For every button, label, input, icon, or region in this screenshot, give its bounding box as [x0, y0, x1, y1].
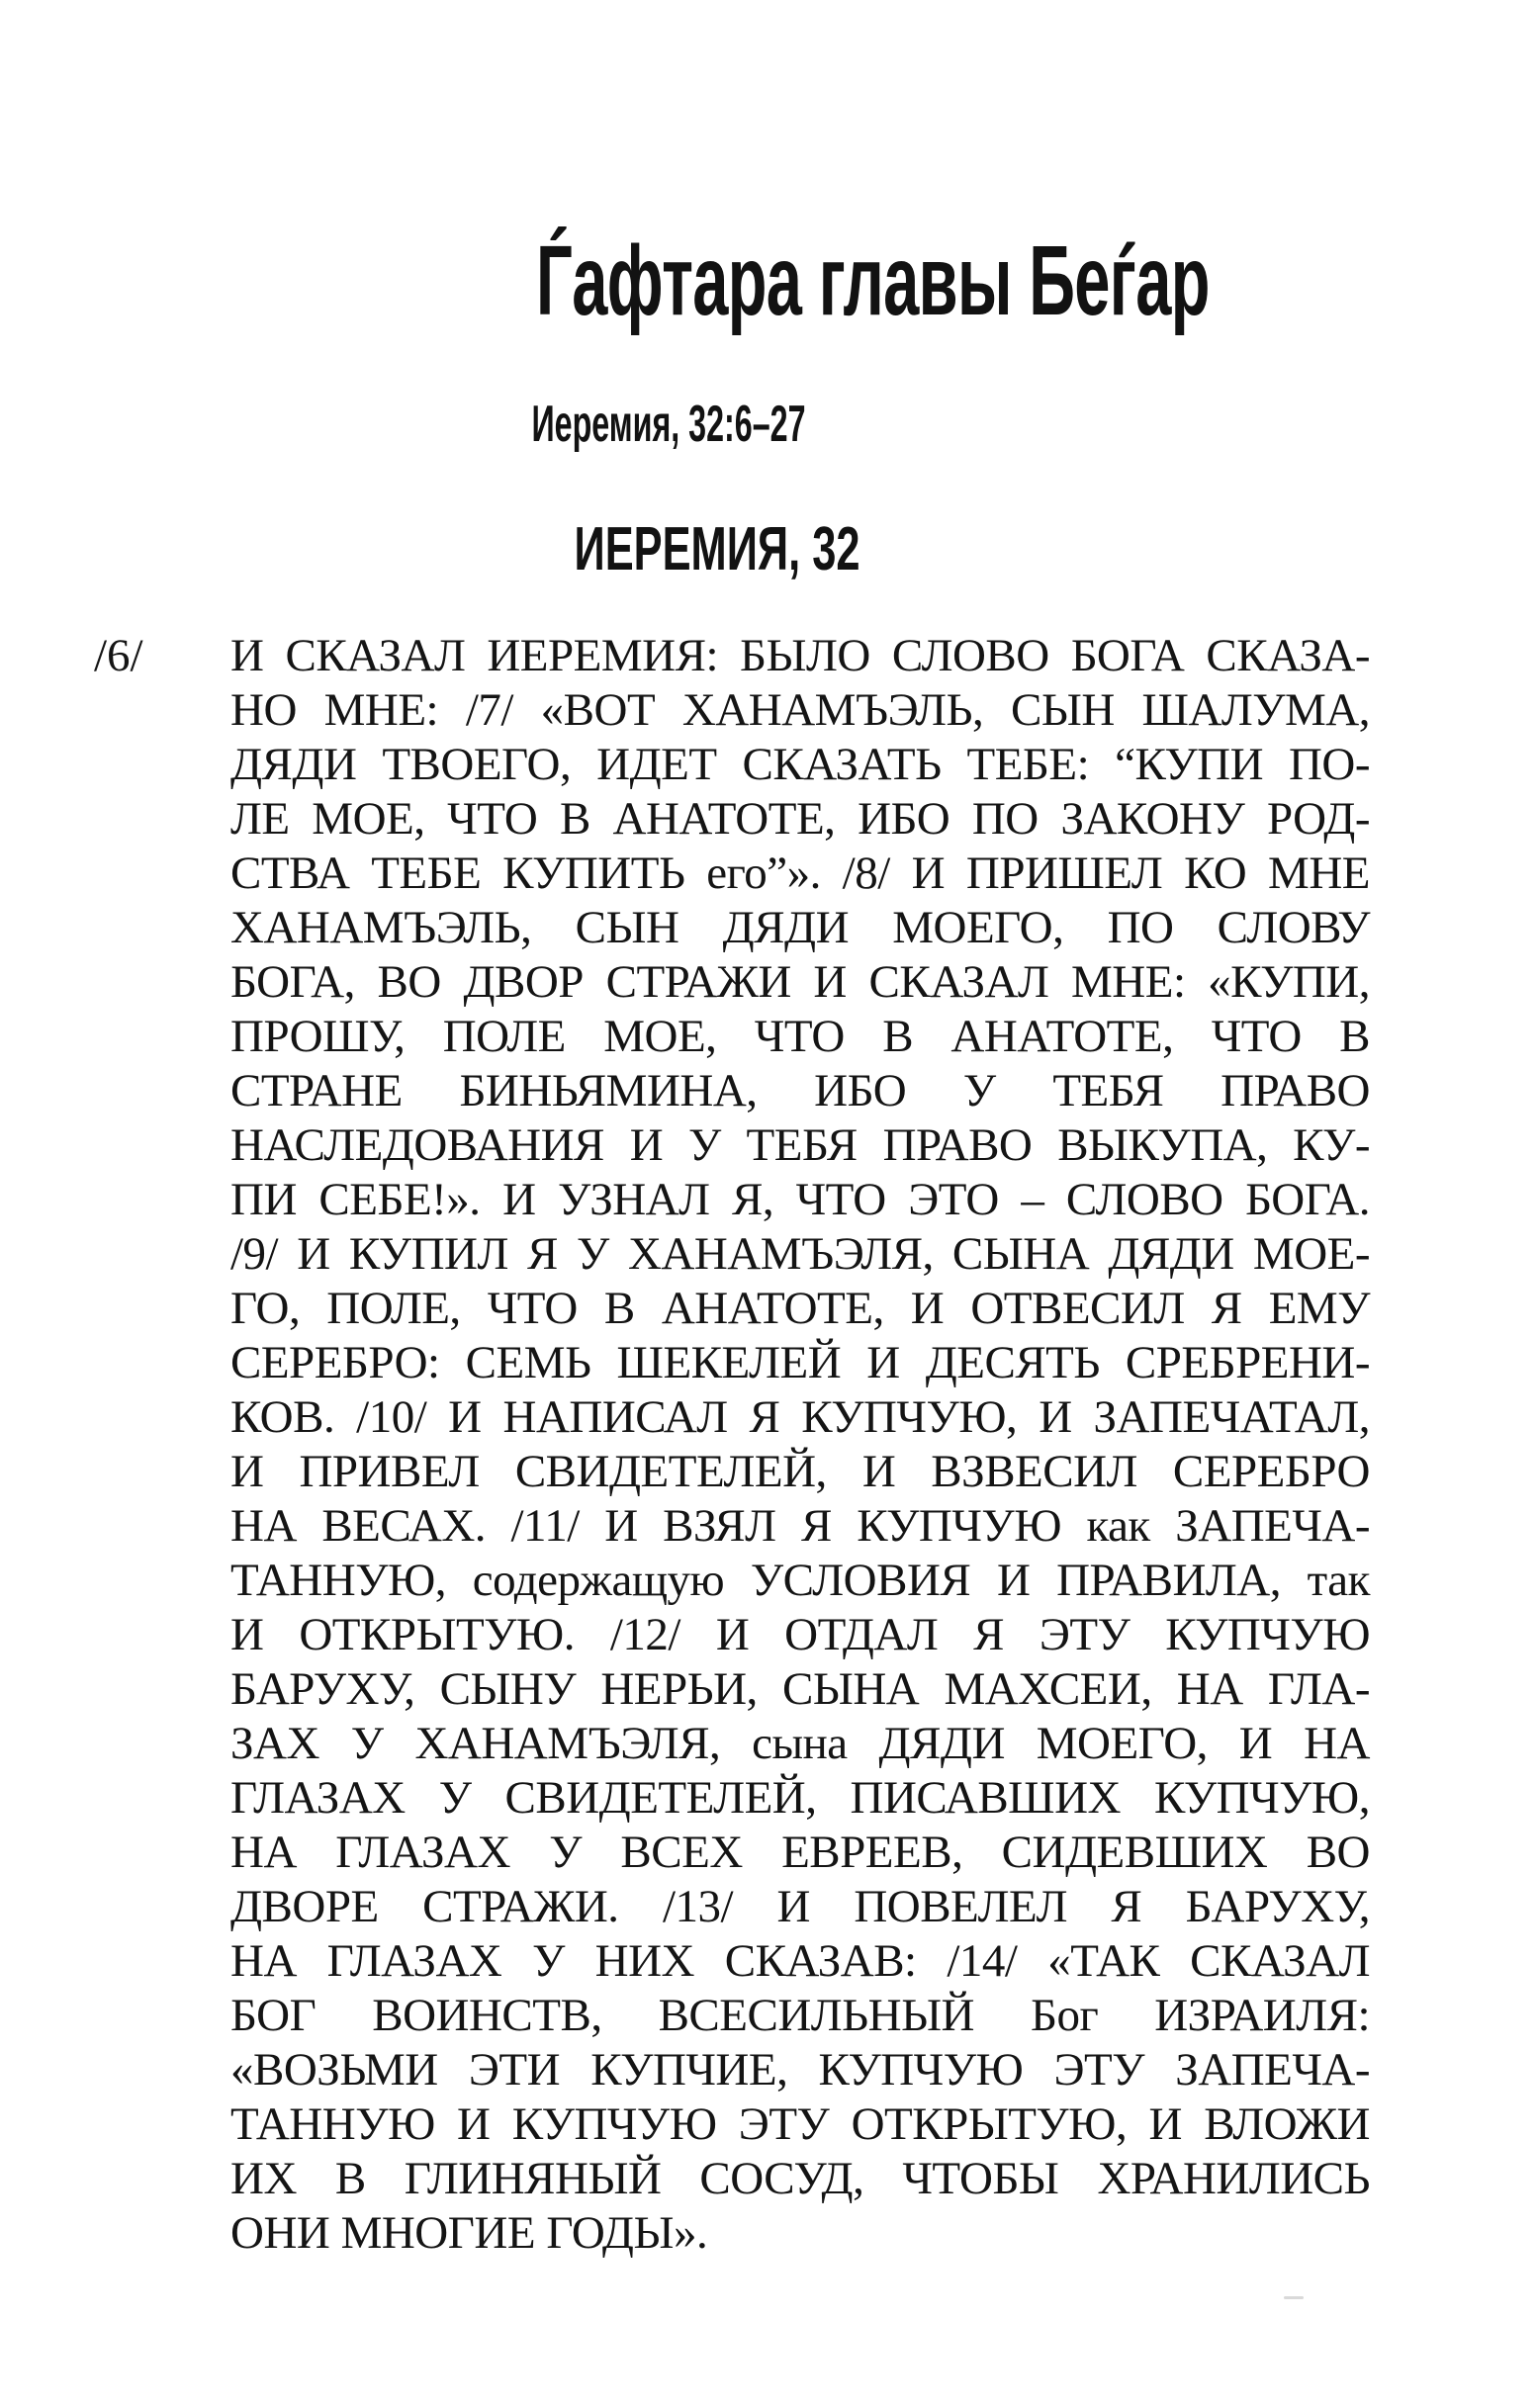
body-line: СТРАНЕ БИНЬЯМИНА, ИБО У ТЕБЯ ПРАВО — [230, 1065, 1370, 1116]
body-line: ОНИ МНОГИЕ ГОДЫ». — [230, 2207, 708, 2259]
body-line: НА ВЕСАХ. /11/ И ВЗЯЛ Я КУПЧУЮ как ЗАПЕЧА- — [230, 1500, 1370, 1552]
body-line: БОГА, ВО ДВОР СТРАЖИ И СКАЗАЛ МНЕ: «КУПИ, — [230, 956, 1370, 1008]
body-line: ТАННУЮ И КУПЧУЮ ЭТУ ОТКРЫТУЮ, И ВЛОЖИ — [230, 2098, 1370, 2150]
body-line: СЕРЕБРО: СЕМЬ ШЕКЕЛЕЙ И ДЕСЯТЬ СРЕБРЕНИ- — [230, 1337, 1370, 1388]
body-line: ПИ СЕБЕ!». И УЗНАЛ Я, ЧТО ЭТО – СЛОВО БОГА. — [230, 1174, 1370, 1225]
body-line: ДВОРЕ СТРАЖИ. /13/ И ПОВЕЛЕЛ Я БАРУХУ, — [230, 1881, 1370, 1932]
body-line: И ОТКРЫТУЮ. /12/ И ОТДАЛ Я ЭТУ КУПЧУЮ — [230, 1609, 1370, 1660]
body-line: ГЛАЗАХ У СВИДЕТЕЛЕЙ, ПИСАВШИХ КУПЧУЮ, — [230, 1772, 1370, 1824]
body-line: ТАННУЮ, содержащую УСЛОВИЯ И ПРАВИЛА, так — [230, 1555, 1370, 1606]
scripture-text-block — [230, 629, 1370, 2261]
body-line: НА ГЛАЗАХ У НИХ СКАЗАВ: /14/ «ТАК СКАЗАЛ — [230, 1935, 1370, 1987]
body-line: ПРОШУ, ПОЛЕ МОЕ, ЧТО В АНАТОТЕ, ЧТО В — [230, 1011, 1370, 1062]
body-line: ДЯДИ ТВОЕГО, ИДЕТ СКАЗАТЬ ТЕБЕ: “КУПИ ПО- — [230, 739, 1370, 790]
scan-artifact — [1284, 2296, 1304, 2299]
page-title: Ѓафтара главы Беѓар — [536, 225, 1210, 336]
body-line: /9/ И КУПИЛ Я У ХАНАМЪЭЛЯ, СЫНА ДЯДИ МОЕ- — [230, 1228, 1370, 1280]
verse-marker-6: /6/ — [94, 630, 143, 681]
body-line: КОВ. /10/ И НАПИСАЛ Я КУПЧУЮ, И ЗАПЕЧАТАЛ, — [230, 1391, 1370, 1443]
body-line: ЗАХ У ХАНАМЪЭЛЯ, сына ДЯДИ МОЕГО, И НА — [230, 1718, 1370, 1769]
body-line: И ПРИВЕЛ СВИДЕТЕЛЕЙ, И ВЗВЕСИЛ СЕРЕБРО — [230, 1446, 1370, 1497]
body-line: НО МНЕ: /7/ «ВОТ ХАНАМЪЭЛЬ, СЫН ШАЛУМА, — [230, 684, 1370, 736]
body-line: «ВОЗЬМИ ЭТИ КУПЧИЕ, КУПЧУЮ ЭТУ ЗАПЕЧА- — [230, 2044, 1370, 2096]
body-line: БАРУХУ, СЫНУ НЕРЬИ, СЫНА МАХСЕИ, НА ГЛА- — [230, 1663, 1370, 1715]
body-line: ХАНАМЪЭЛЬ, СЫН ДЯДИ МОЕГО, ПО СЛОВУ — [230, 902, 1370, 953]
section-heading: ИЕРЕМИЯ, 32 — [574, 515, 860, 583]
body-line: И СКАЗАЛ ИЕРЕМИЯ: БЫЛО СЛОВО БОГА СКАЗА- — [230, 630, 1370, 681]
body-line: ИХ В ГЛИНЯНЫЙ СОСУД, ЧТОБЫ ХРАНИЛИСЬ — [230, 2153, 1370, 2204]
body-line: НА ГЛАЗАХ У ВСЕХ ЕВРЕЕВ, СИДЕВШИХ ВО — [230, 1827, 1370, 1878]
chapter-verse-reference: Иеремия, 32:6–27 — [531, 396, 806, 453]
body-line: ГО, ПОЛЕ, ЧТО В АНАТОТЕ, И ОТВЕСИЛ Я ЕМУ — [230, 1283, 1370, 1334]
body-line: СТВА ТЕБЕ КУПИТЬ его”». /8/ И ПРИШЕЛ КО МНЕ — [230, 847, 1370, 899]
body-line: НАСЛЕДОВАНИЯ И У ТЕБЯ ПРАВО ВЫКУПА, КУ- — [230, 1119, 1370, 1171]
body-line: ЛЕ МОЕ, ЧТО В АНАТОТЕ, ИБО ПО ЗАКОНУ РОД- — [230, 793, 1370, 845]
body-line: БОГ ВОИНСТВ, ВСЕСИЛЬНЫЙ Бог ИЗРАИЛЯ: — [230, 1990, 1370, 2041]
